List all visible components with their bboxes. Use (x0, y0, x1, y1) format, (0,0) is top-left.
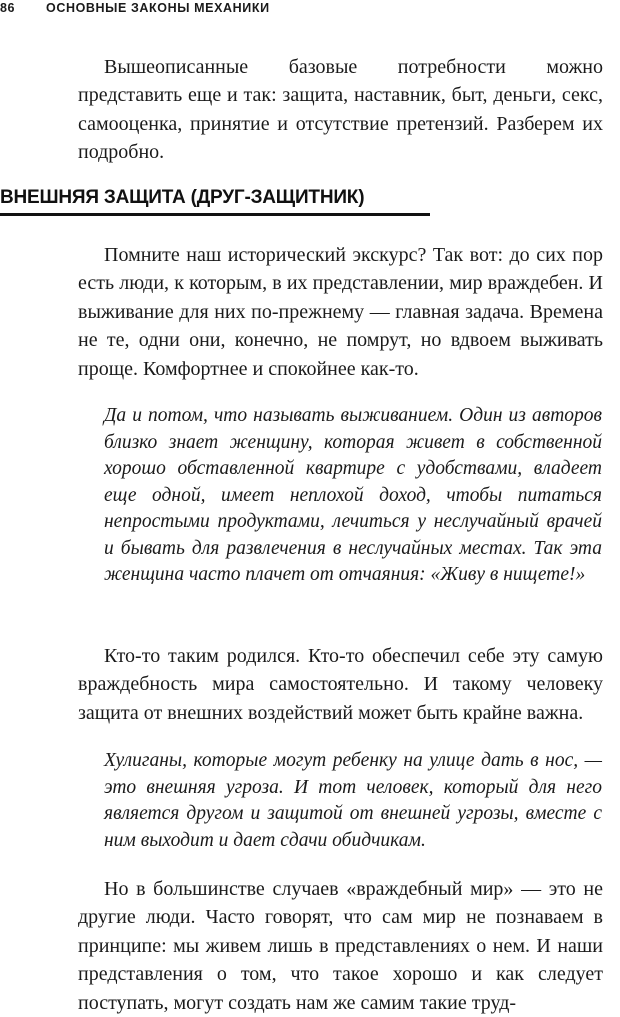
italic-example: Хулиганы, которые могут ребенку на улице дать в нос, — это внешняя угроза. И тот человек, который для него является другом и защитой от внешней угрозы, вместе с ним выходит и дает сдачи обидчикам. (104, 750, 602, 851)
body-paragraph: Кто-то таким родился. Кто-то обеспечил себе эту самую враждебность мира самостоятельно. И такому человеку защита от внешних воздействий может быть крайне важна. (78, 645, 603, 724)
paragraph-block-4 (78, 875, 603, 1017)
intro-paragraph: Вышеописанные базовые потребности можно представить еще и так: защита, наставник, быт, деньги, секс, самооценка, принятие и отсутствие претензий. Разберем их подробно. (78, 56, 603, 164)
example-block-2 (104, 748, 602, 854)
running-title: ОСНОВНЫЕ ЗАКОНЫ МЕХАНИКИ (46, 1, 270, 15)
body-paragraph: Помните наш исторический экскурс? Так вот: до сих пор есть люди, к которым, в их представлении, мир враждебен. И выживание для них по-прежнему — главная задача. Времена не те, одни они, конечно, не помрут, но вдвоем выживать проще. Комфортнее и спокойнее как-то. (78, 244, 603, 380)
page-number: 86 (0, 1, 16, 15)
paragraph-block-3 (78, 642, 603, 727)
running-header (0, 1, 620, 19)
italic-example: Да и потом, что называть выживанием. Один из авторов близко знает женщину, которая живет в собственной хорошо обставленной квартире с удобствами, владеет еще одной, имеет неплохой доход, чтобы питаться непростыми продуктами, лечиться у неслучайный врачей и бывать для развлечения в неслучайных местах. Так эта женщина часто плачет от отчаяния: «Живу в нищете!» (104, 405, 602, 585)
paragraph-block-2 (78, 241, 603, 383)
body-paragraph: Но в большинстве случаев «враждебный мир» — это не другие люди. Часто говорят, что сам мир не познаваем в принципе: мы живем лишь в представлениях о нем. И наши представления о том, что такое хорошо и как следует поступать, могут создать нам же самим такие труд- (78, 878, 603, 1014)
example-block-1 (104, 403, 602, 589)
intro-paragraph-block (78, 53, 603, 167)
section-heading: ВНЕШНЯЯ ЗАЩИТА (ДРУГ-ЗАЩИТНИК) (0, 187, 365, 208)
heading-underline (0, 213, 430, 216)
